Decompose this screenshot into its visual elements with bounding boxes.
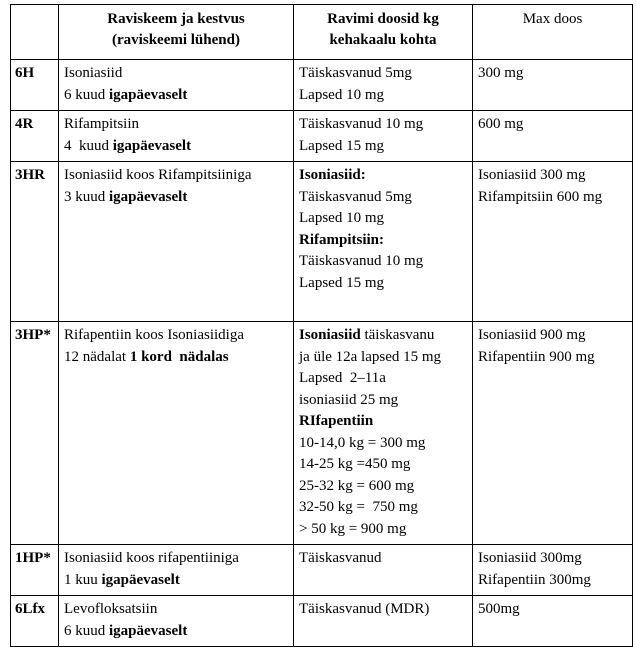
max-dose-cell: 500mg [473, 596, 633, 647]
dose-cell: Täiskasvanud [294, 545, 473, 596]
table-row [11, 111, 633, 162]
header-max-dose: Max doos [473, 5, 633, 60]
dose-cell: Täiskasvanud 5mg Lapsed 10 mg [294, 60, 473, 111]
regimen-code: 3HR [11, 162, 59, 322]
header-code [11, 5, 59, 60]
regimen-code: 3HP* [11, 322, 59, 545]
table-row [11, 545, 633, 596]
table-row [11, 60, 633, 111]
max-dose-cell: Isoniasiid 300 mg Rifampitsiin 600 mg [473, 162, 633, 322]
table-row [11, 596, 633, 647]
regimen-cell: Levofloksatsiin 6 kuud igapäevaselt [59, 596, 294, 647]
regimen-code: 4R [11, 111, 59, 162]
table-row [11, 322, 633, 545]
regimen-cell: Isoniasiid 6 kuud igapäevaselt [59, 60, 294, 111]
header-row [11, 5, 633, 60]
header-regimen: Raviskeem ja kestvus (raviskeemi lühend) [59, 5, 294, 60]
max-dose-cell: Isoniasiid 900 mg Rifapentiin 900 mg [473, 322, 633, 545]
dose-cell: Täiskasvanud 10 mg Lapsed 15 mg [294, 111, 473, 162]
regimen-cell: Isoniasiid koos rifapentiiniga 1 kuu igapäevaselt [59, 545, 294, 596]
dose-cell: Isoniasiid: Täiskasvanud 5mg Lapsed 10 mg Rifampitsiin: Täiskasvanud 10 mg Lapsed 15 mg [294, 162, 473, 322]
regimen-cell: Isoniasiid koos Rifampitsiiniga 3 kuud igapäevaselt [59, 162, 294, 322]
max-dose-cell: Isoniasiid 300mg Rifapentiin 300mg [473, 545, 633, 596]
regimen-code: 6H [11, 60, 59, 111]
dose-cell: Isoniasiid täiskasvanu ja üle 12a lapsed 15 mg Lapsed 2–11a isoniasiid 25 mg RIfapentiin 10-14,0 kg = 300 mg 14-25 kg =450 mg 25-32 kg = 600 mg 32-50 kg = 750 mg > 50 kg = 900 mg [294, 322, 473, 545]
regimen-cell: Rifapentiin koos Isoniasiidiga 12 nädalat 1 kord nädalas [59, 322, 294, 545]
header-dose: Ravimi doosid kg kehakaalu kohta [294, 5, 473, 60]
regimen-cell: Rifampitsiin 4 kuud igapäevaselt [59, 111, 294, 162]
max-dose-cell: 600 mg [473, 111, 633, 162]
regimen-code: 6Lfx [11, 596, 59, 647]
max-dose-cell: 300 mg [473, 60, 633, 111]
treatment-regimen-table [10, 4, 633, 647]
dose-cell: Täiskasvanud (MDR) [294, 596, 473, 647]
table-row [11, 162, 633, 322]
regimen-code: 1HP* [11, 545, 59, 596]
